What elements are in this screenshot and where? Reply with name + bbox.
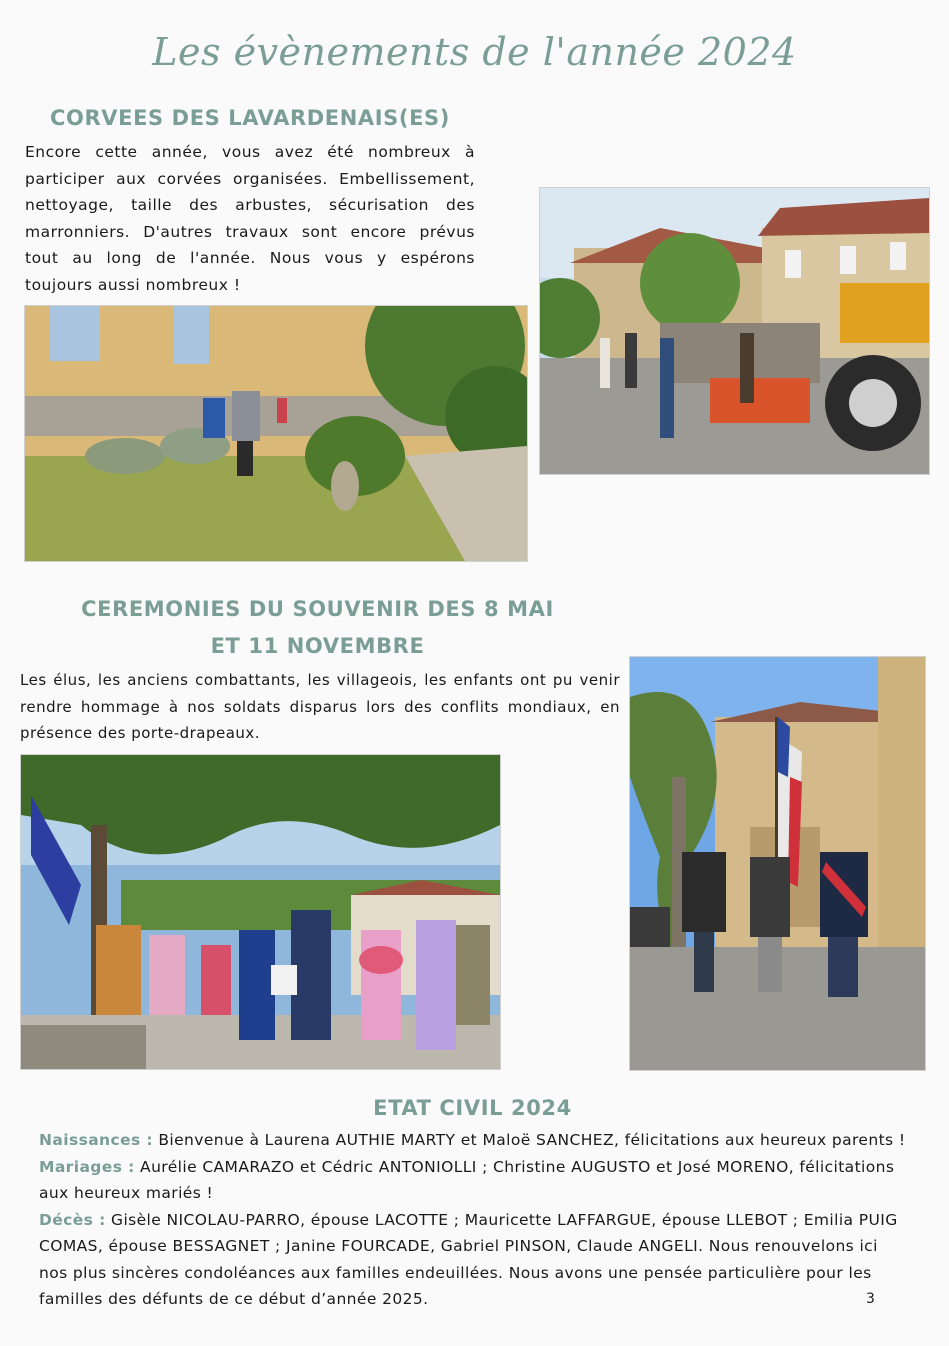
corvees-garden-photo xyxy=(24,305,528,562)
ceremonies-procession-photo xyxy=(629,656,926,1071)
mariages-label: Mariages : xyxy=(39,1157,135,1176)
naissances-text: Bienvenue à Laurena AUTHIE MARTY et Maloë SANCHEZ, félicitations aux heureux parents ! xyxy=(153,1131,906,1149)
ceremonies-children-photo xyxy=(20,754,501,1070)
naissances-entry xyxy=(39,1127,909,1154)
ceremonies-heading-line1: CEREMONIES DU SOUVENIR DES 8 MAI xyxy=(81,597,554,621)
page-number: 3 xyxy=(866,1291,875,1307)
ceremonies-text: Les élus, les anciens combattants, les villageois, les enfants ont pu venir rendre hommage à nos soldats disparus lors des conflits mondiaux, en présence des porte-drapeaux. xyxy=(20,671,620,742)
mariages-text: Aurélie CAMARAZO et Cédric ANTONIOLLI ; Christine AUGUSTO et José MORENO, félicitations aux heureux mariés ! xyxy=(39,1157,895,1202)
deces-label: Décès : xyxy=(39,1210,106,1229)
corvees-tractor-photo xyxy=(539,187,930,475)
etat-civil-heading: ETAT CIVIL 2024 xyxy=(373,1096,572,1120)
ceremonies-heading-line2: ET 11 NOVEMBRE xyxy=(210,634,425,658)
naissances-label: Naissances : xyxy=(39,1131,154,1149)
corvees-heading: CORVEES DES LAVARDENAIS(ES) xyxy=(50,106,450,130)
deces-text: Gisèle NICOLAU-PARRO, épouse LACOTTE ; Mauricette LAFFARGUE, épouse LLEBOT ; Emilia PUIG COMAS, épouse BESSAGNET ; Janine FOURCADE, Gabriel PINSON, Claude ANGELI. Nous renouvelons ici nos plus sincères condoléances aux familles endeuillées. Nous avons une pensée particulière pour les familles des défunts de ce début d’année 2025. xyxy=(39,1210,898,1308)
page-title: Les évènements de l'année 2024 xyxy=(152,30,797,74)
mariages-entry xyxy=(39,1154,909,1207)
deces-entry xyxy=(39,1207,909,1313)
etat-civil-body xyxy=(39,1127,909,1313)
corvees-text: Encore cette année, vous avez été nombreux à participer aux corvées organisées. Embellissement, nettoyage, taille des arbustes, sécurisation des marronniers. D'autres travaux sont encore prévus tout au long de l'année. Nous vous y espérons toujours aussi nombreux ! xyxy=(25,143,475,294)
